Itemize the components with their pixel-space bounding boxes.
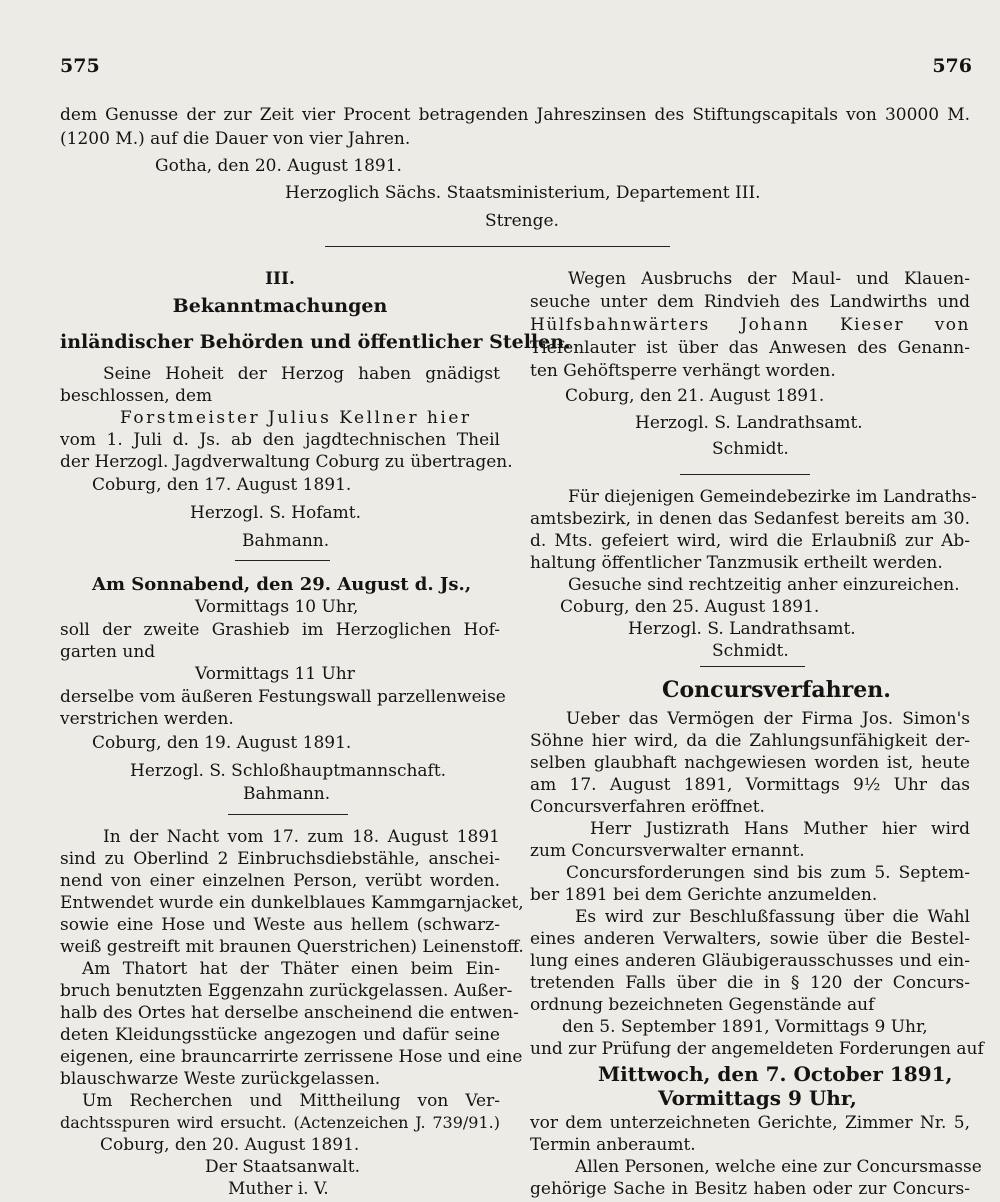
notice-6-line: Ueber das Vermögen der Firma Jos. Simon's: [566, 709, 970, 729]
notice-6-line: Herr Justizrath Hans Muther hier wird: [590, 819, 970, 839]
notice-3-line: dachtsspuren wird ersucht. (Actenzeichen J. 739/91.): [60, 1113, 500, 1132]
notice-6-line: Concursforderungen sind bis zum 5. Septem-: [566, 863, 970, 883]
notice-2-authority: Herzogl. S. Schloßhauptmannschaft.: [130, 761, 447, 781]
notice-2-signer: Bahmann.: [243, 784, 331, 804]
notice-3-line: Um Recherchen und Mittheilung von Ver-: [82, 1091, 500, 1111]
notice-1-line: Forstmeister Julius Kellner hier: [120, 408, 472, 428]
notice-4-line: Hülfsbahnwärters Johann Kieser von: [530, 315, 970, 335]
notice-5-line: d. Mts. gefeiert wird, wird die Erlaubniß zur Ab-: [530, 531, 970, 551]
notice-5-line: amtsbezirk, in denen das Sedanfest bereits am 30.: [530, 509, 970, 529]
notice-1-signer: Bahmann.: [242, 531, 330, 551]
top-text-line-2: (1200 M.) auf die Dauer von vier Jahren.: [60, 129, 411, 149]
divider: [325, 246, 670, 247]
notice-4-signer: Schmidt.: [712, 439, 789, 459]
notice-2-date: Coburg, den 19. August 1891.: [92, 733, 352, 753]
notice-6-line: selben glaubhaft nachgewiesen worden ist, heute: [530, 753, 970, 773]
notice-3-line: bruch benutzten Eggenzahn zurückgelassen. Außer-: [60, 981, 513, 1001]
notice-6-line: tretenden Falls über die in § 120 der Concurs-: [530, 973, 970, 993]
notice-1-line: vom 1. Juli d. Js. ab den jagdtechnischen Theil: [60, 430, 500, 450]
notice-6-line: ber 1891 bei dem Gerichte anzumelden.: [530, 885, 878, 905]
notice-3-line: eigenen, eine brauncarrirte zerrissene Hose und eine: [60, 1047, 523, 1067]
notice-2-heading: Am Sonnabend, den 29. August d. Js.,: [92, 574, 472, 595]
notice-6-emphasis: Mittwoch, den 7. October 1891,: [598, 1062, 953, 1086]
top-date: Gotha, den 20. August 1891.: [155, 156, 402, 176]
notice-6-line: Es wird zur Beschlußfassung über die Wahl: [575, 907, 970, 927]
notice-3-signer: Muther i. V.: [228, 1179, 329, 1199]
notice-2-time: Vormittags 11 Uhr: [195, 664, 355, 684]
notice-3-authority: Der Staatsanwalt.: [205, 1157, 360, 1177]
notice-3-line: sind zu Oberlind 2 Einbruchsdiebstähle, anschei-: [60, 849, 500, 869]
notice-6-line: am 17. August 1891, Vormittags 9½ Uhr das: [530, 775, 970, 795]
section-number: III.: [265, 269, 295, 289]
notice-1-line: beschlossen, dem: [60, 386, 213, 406]
notice-2-line: garten und: [60, 642, 156, 662]
section-heading: Concursverfahren.: [662, 677, 891, 703]
notice-4-line: Tiefenlauter ist über das Anwesen des Genann-: [530, 338, 970, 358]
notice-6-line: zum Concursverwalter ernannt.: [530, 841, 805, 861]
notice-3-line: sowie eine Hose und Weste aus hellem (schwarz-: [60, 915, 500, 935]
top-signer: Strenge.: [485, 211, 559, 231]
notice-4-line: seuche unter dem Rindvieh des Landwirths und: [530, 292, 970, 312]
notice-3-line: In der Nacht vom 17. zum 18. August 1891: [103, 827, 500, 847]
notice-6-line: Concursverfahren eröffnet.: [530, 797, 765, 817]
notice-4-authority: Herzogl. S. Landrathsamt.: [635, 413, 863, 433]
page-number-right: 576: [932, 55, 972, 77]
notice-5-line: Für diejenigen Gemeindebezirke im Landraths-: [568, 487, 977, 507]
notice-5-signer: Schmidt.: [712, 641, 789, 661]
notice-3-line: weiß gestreift mit braunen Querstrichen) Leinenstoff.: [60, 937, 524, 957]
notice-3-line: halb des Ortes hat derselbe anscheinend die entwen-: [60, 1003, 519, 1023]
notice-3-date: Coburg, den 20. August 1891.: [100, 1135, 360, 1155]
notice-4-line: ten Gehöftsperre verhängt worden.: [530, 361, 836, 381]
section-title: Bekanntmachungen: [172, 295, 388, 317]
notice-6-date: den 5. September 1891, Vormittags 9 Uhr,: [562, 1017, 928, 1037]
notice-6-line: eines anderen Verwalters, sowie über die Bestel-: [530, 929, 970, 949]
page-number-left: 575: [60, 55, 100, 77]
notice-6-emphasis: Vormittags 9 Uhr,: [658, 1086, 857, 1110]
notice-2-line: derselbe vom äußeren Festungswall parzellenweise: [60, 687, 506, 707]
notice-3-line: Entwendet wurde ein dunkelblaues Kammgarnjacket,: [60, 893, 524, 913]
notice-6-line: lung eines anderen Gläubigerausschusses und ein-: [530, 951, 970, 971]
notice-6-line: und zur Prüfung der angemeldeten Forderungen auf: [530, 1039, 984, 1059]
notice-5-line: haltung öffentlicher Tanzmusik ertheilt werden.: [530, 553, 943, 573]
notice-5-date: Coburg, den 25. August 1891.: [560, 597, 820, 617]
top-text-line-1: dem Genusse der zur Zeit vier Procent betragenden Jahreszinsen des Stiftungscapitals von 30000 M.: [60, 105, 970, 125]
notice-1-authority: Herzogl. S. Hofamt.: [190, 503, 362, 523]
notice-6-line: ordnung bezeichneten Gegenstände auf: [530, 995, 875, 1015]
notice-1-line: der Herzogl. Jagdverwaltung Coburg zu übertragen.: [60, 452, 513, 472]
notice-6-line: Termin anberaumt.: [530, 1135, 696, 1155]
divider: [235, 560, 330, 561]
notice-3-line: blauschwarze Weste zurückgelassen.: [60, 1069, 381, 1089]
notice-2-time: Vormittags 10 Uhr,: [195, 597, 359, 617]
divider: [700, 666, 805, 667]
notice-5-authority: Herzogl. S. Landrathsamt.: [628, 619, 856, 639]
divider: [228, 814, 348, 815]
notice-2-line: soll der zweite Grashieb im Herzoglichen Hof-: [60, 620, 500, 640]
notice-1-date: Coburg, den 17. August 1891.: [92, 475, 352, 495]
divider: [680, 474, 810, 475]
notice-6-line: Söhne hier wird, da die Zahlungsunfähigkeit der-: [530, 731, 970, 751]
notice-3-line: nend von einer einzelnen Person, verübt worden.: [60, 871, 500, 891]
notice-5-line: Gesuche sind rechtzeitig anher einzureichen.: [568, 575, 960, 595]
notice-3-line: deten Kleidungsstücke angezogen und dafür seine: [60, 1025, 500, 1045]
notice-3-line: Am Thatort hat der Thäter einen beim Ein-: [82, 959, 500, 979]
notice-1-line: Seine Hoheit der Herzog haben gnädigst: [103, 364, 500, 384]
top-authority: Herzoglich Sächs. Staatsministerium, Departement III.: [285, 183, 761, 203]
notice-2-line: verstrichen werden.: [60, 709, 234, 729]
notice-4-date: Coburg, den 21. August 1891.: [565, 386, 825, 406]
notice-6-line: Allen Personen, welche eine zur Concursmasse: [575, 1157, 982, 1177]
section-subtitle: inländischer Behörden und öffentlicher Stellen.: [60, 331, 571, 353]
notice-6-line: gehörige Sache in Besitz haben oder zur Concurs-: [530, 1179, 970, 1199]
notice-6-line: vor dem unterzeichneten Gerichte, Zimmer Nr. 5,: [530, 1113, 970, 1133]
notice-4-line: Wegen Ausbruchs der Maul- und Klauen-: [568, 269, 970, 289]
